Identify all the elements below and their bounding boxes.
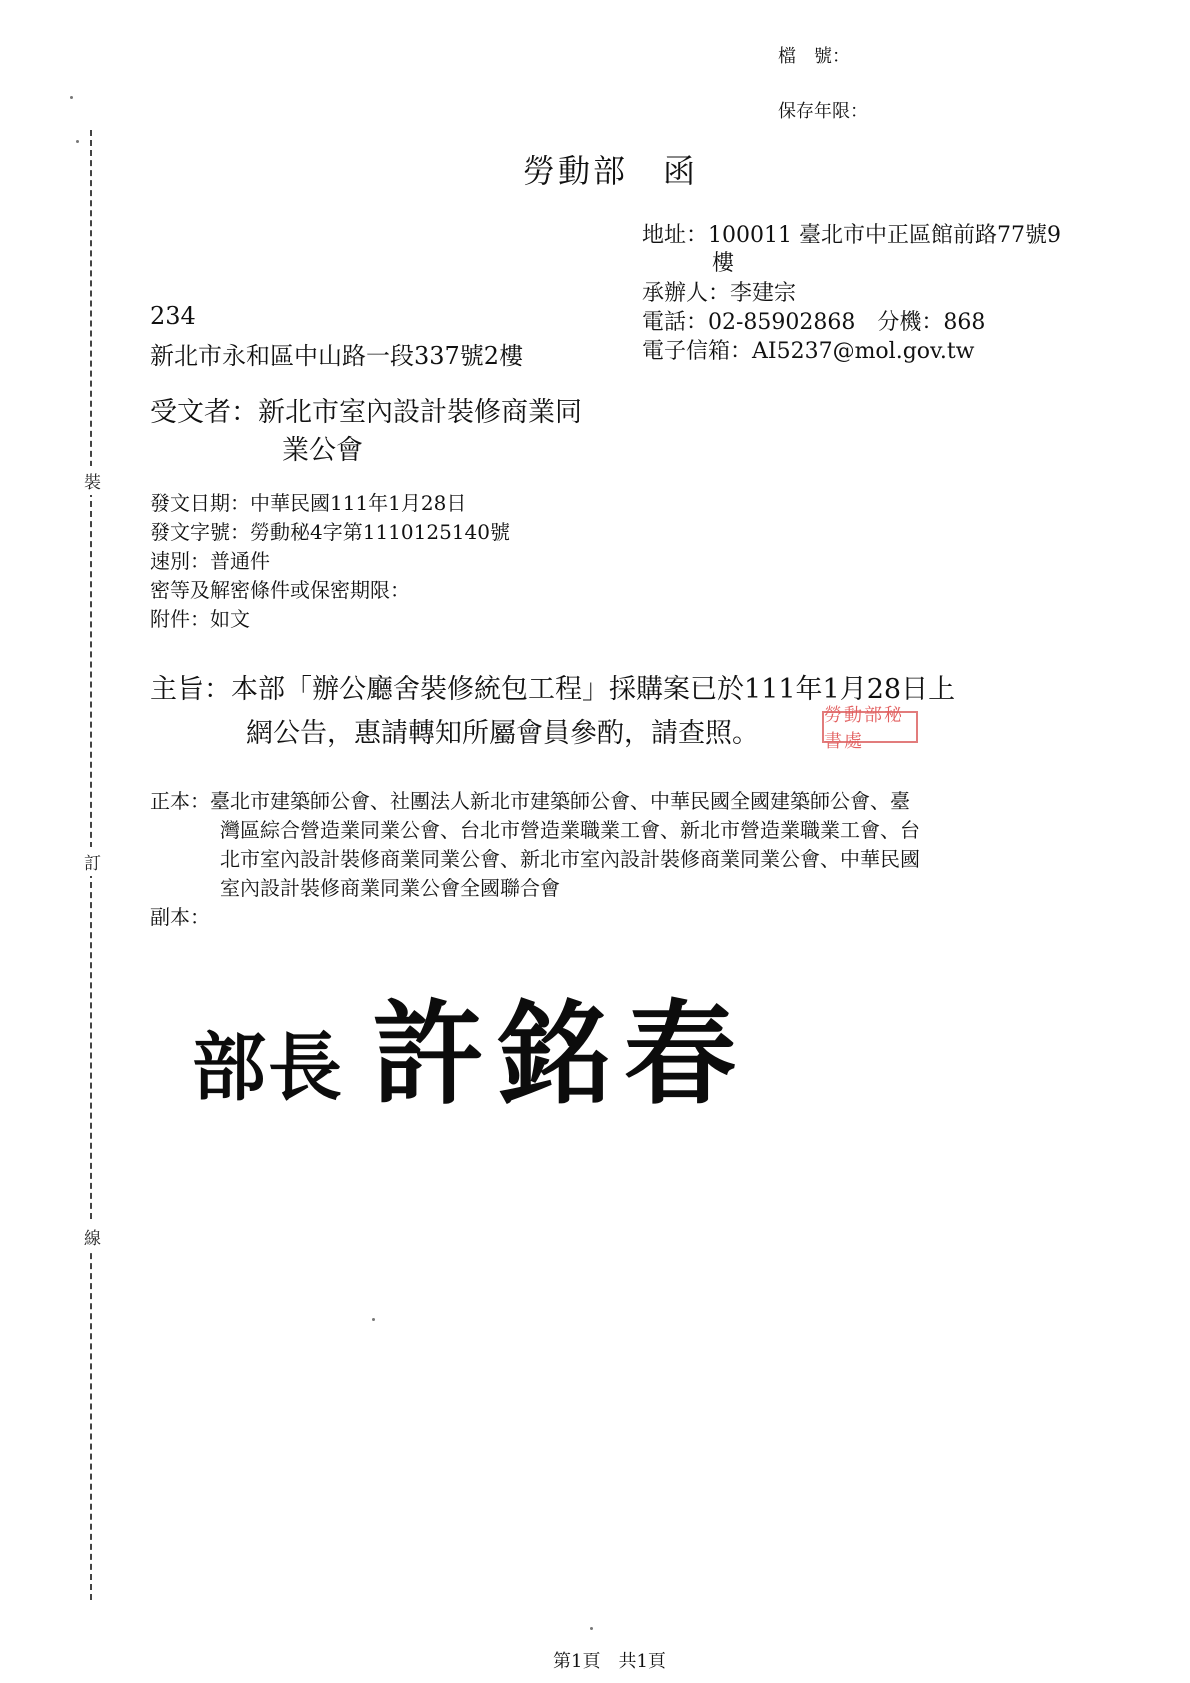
official-seal-stamp: 勞動部秘書處 <box>822 711 918 743</box>
contact-person: 承辦人：李建宗 <box>642 281 797 306</box>
scan-speck <box>76 140 79 143</box>
document-number: 發文字號：勞動秘4字第1110125140號 <box>150 520 510 544</box>
binding-margin-char: 線 <box>84 1222 101 1251</box>
delivery-speed: 速別：普通件 <box>150 549 270 573</box>
original-recipients-line3: 北市室內設計裝修商業同業公會、新北市室內設計裝修商業同業公會、中華民國 <box>220 847 920 871</box>
binding-margin-char: 訂 <box>84 847 101 876</box>
copy-recipients: 副本： <box>150 905 210 929</box>
scan-speck <box>590 1627 593 1630</box>
recipient-postcode: 234 <box>150 302 196 330</box>
subject-line1: 主旨：本部「辦公廳舍裝修統包工程」採購案已於111年1月28日上 <box>150 674 956 705</box>
page-title: 勞動部 函 <box>523 152 699 190</box>
original-recipients-line4: 室內設計裝修商業同業公會全國聯合會 <box>220 876 560 900</box>
subject-line2: 網公告，惠請轉知所屬會員參酌，請查照。 <box>246 718 759 749</box>
signature-title: 部長 <box>192 1025 344 1111</box>
page-number: 第1頁 共1頁 <box>553 1651 666 1672</box>
sender-address-line1: 地址：100011 臺北市中正區館前路77號9 <box>642 223 1061 248</box>
contact-phone: 電話：02-85902868 分機：868 <box>642 310 986 335</box>
retention-period-label: 保存年限： <box>778 101 868 122</box>
recipient-street-address: 新北市永和區中山路一段337號2樓 <box>150 342 524 370</box>
scan-speck <box>70 96 73 99</box>
attachment: 附件：如文 <box>150 607 250 631</box>
recipient-line1: 受文者：新北市室內設計裝修商業同 <box>150 397 582 428</box>
original-recipients-line1: 正本：臺北市建築師公會、社團法人新北市建築師公會、中華民國全國建築師公會、臺 <box>150 789 910 813</box>
minister-signature <box>192 965 750 1126</box>
issue-date: 發文日期：中華民國111年1月28日 <box>150 491 467 515</box>
scan-speck <box>372 1318 375 1321</box>
sender-address-line2: 樓 <box>712 251 735 276</box>
binding-margin-char: 裝 <box>84 466 101 495</box>
security-level: 密等及解密條件或保密期限： <box>150 578 410 602</box>
recipient-line2: 業公會 <box>282 435 363 466</box>
contact-email: 電子信箱：AI5237@mol.gov.tw <box>642 339 975 364</box>
original-recipients-line2: 灣區綜合營造業同業公會、台北市營造業職業工會、新北市營造業職業工會、台 <box>220 818 920 842</box>
signature-name: 許銘春 <box>372 990 750 1120</box>
file-number-label: 檔 號： <box>778 46 850 67</box>
